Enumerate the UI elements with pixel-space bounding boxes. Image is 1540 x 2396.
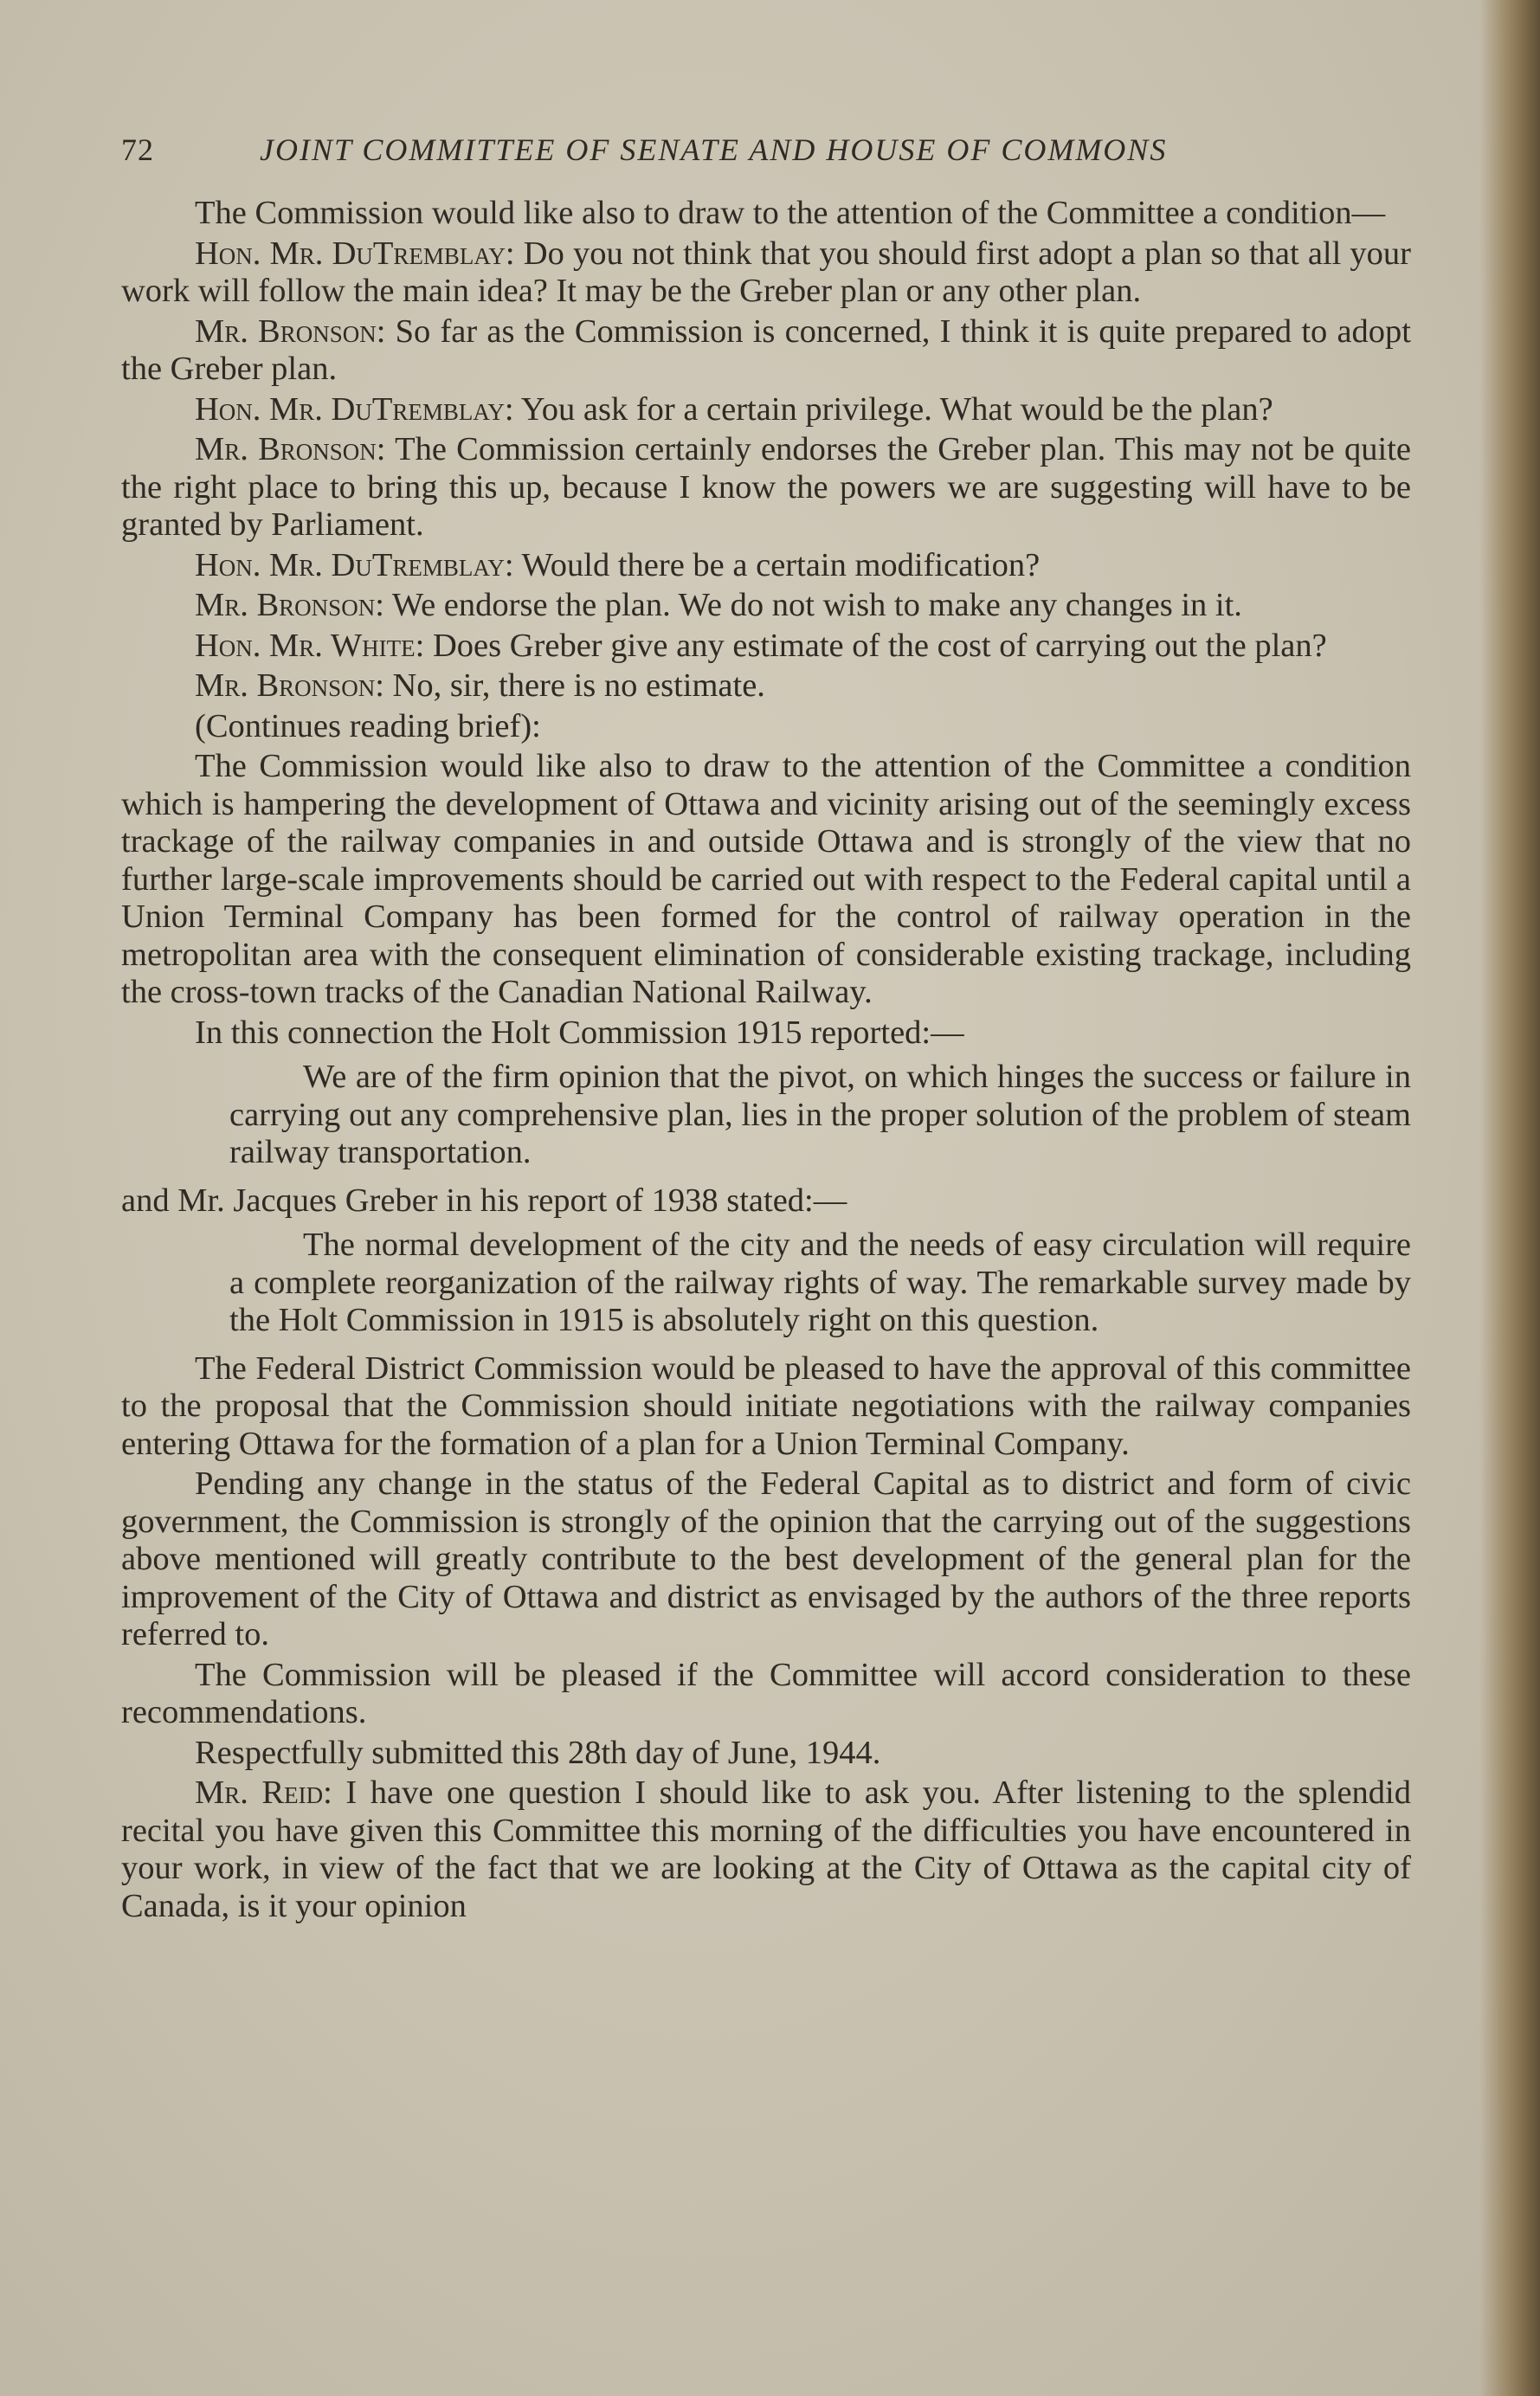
speech-text: No, sir, there is no estimate. <box>392 667 765 704</box>
paragraph-text: The Commission would like also to draw to the attention of the Committee a condition— <box>195 195 1386 231</box>
speaker-name: Mr. Bronson: <box>195 667 384 704</box>
speech-text: Would there be a certain modification? <box>521 546 1041 583</box>
paragraph <box>121 1182 1411 1221</box>
speaker-name: Hon. Mr. DuTremblay: <box>195 390 514 428</box>
speech-text: We endorse the plan. We do not wish to make any changes in it. <box>391 587 1242 623</box>
paragraph-text: The Commission would like also to draw to the attention of the Committee a condition which is hampering the development of Ottawa and vicinity arising out of the seemingly excess trackage of the railway companies in and outside Ottawa and is strongly of the view that no further large-scale improvements should be carried out with respect to the Federal capital until a Union Terminal Company has been formed for the control of railway operation in the metropolitan area with the consequent elimination of considerable existing trackage, including the cross-town tracks of the Canadian National Railway. <box>121 748 1411 1010</box>
paragraph <box>121 748 1411 1012</box>
block-quote <box>229 1227 1411 1340</box>
speech-text: You ask for a certain privilege. What would be the plan? <box>520 390 1273 428</box>
speaker-name: Mr. Bronson: <box>195 312 386 350</box>
paragraph-text: In this connection the Holt Commission 1915 reported:— <box>195 1014 964 1051</box>
quote-text: The normal development of the city and the needs of easy circulation will require a complete reorganization of the railway rights of way. The remarkable survey made by the Holt Commission in 1915 is absolutely right on this question. <box>229 1227 1411 1338</box>
paragraph-text: Pending any change in the status of the Federal Capital as to district and form of civic government, the Commission is strongly of the opinion that the carrying out of the suggestions above mentioned will greatly contribute to the best development of the general plan for the improvement of the City of Ottawa and district as envisaged by the authors of the three reports referred to. <box>121 1465 1411 1652</box>
paragraph-text: The Federal District Commission would be pleased to have the approval of this committee to the proposal that the Commission should initiate negotiations with the railway companies entering Ottawa for the formation of a plan for a Union Terminal Company. <box>121 1349 1411 1462</box>
testimony-paragraph <box>121 628 1411 666</box>
paragraph <box>121 1465 1411 1654</box>
running-title: JOINT COMMITTEE OF SENATE AND HOUSE OF COMMONS <box>260 132 1168 167</box>
paragraph <box>121 1657 1411 1732</box>
speaker-name: Hon. Mr. White: <box>195 627 425 664</box>
testimony-paragraph <box>121 547 1411 585</box>
paragraph <box>121 1735 1411 1773</box>
page-number: 72 <box>121 132 154 167</box>
page-binding-edge <box>1479 0 1540 2396</box>
paragraph <box>121 1014 1411 1053</box>
speaker-name: Hon. Mr. DuTremblay: <box>195 546 514 583</box>
paragraph-text: and Mr. Jacques Greber in his report of 1938 stated:— <box>121 1182 847 1219</box>
speech-text: I have one question I should like to ask you. After listening to the splendid recital you have given this Committee this morning of the difficulties you have encountered in your work, in view of the fact that we are looking at the City of Ottawa as the capital city of Canada, is it your opinion <box>121 1774 1411 1924</box>
testimony-paragraph <box>121 1774 1411 1925</box>
speaker-name: Mr. Reid: <box>195 1774 332 1811</box>
testimony-paragraph <box>121 313 1411 389</box>
testimony-paragraph <box>121 235 1411 311</box>
paragraph-text: (Continues reading brief): <box>195 707 541 744</box>
quote-text: We are of the firm opinion that the pivot, on which hinges the success or failure in carrying out any comprehensive plan, lies in the proper solution of the problem of steam railway transportation. <box>229 1059 1411 1170</box>
page-header <box>121 128 1411 171</box>
paragraph-text: The Commission will be pleased if the Committee will accord consideration to these recommendations. <box>121 1656 1411 1730</box>
paragraph <box>121 708 1411 746</box>
paragraph <box>121 1350 1411 1464</box>
paragraph <box>121 195 1411 233</box>
block-quote <box>229 1059 1411 1172</box>
speech-text: Do you not think that you should first adopt a plan so that all your work will follow the main idea? It may be the Greber plan or any other plan. <box>121 235 1412 309</box>
speaker-name: Mr. Bronson: <box>195 431 386 467</box>
speaker-name: Mr. Bronson: <box>195 587 384 623</box>
speech-text: The Commission certainly endorses the Greber plan. This may not be quite the right place to bring this up, because I know the powers we are suggesting will have to be granted by Parliament. <box>121 431 1411 543</box>
testimony-paragraph <box>121 391 1411 429</box>
paragraph-text: Respectfully submitted this 28th day of June, 1944. <box>195 1734 881 1771</box>
speaker-name: Hon. Mr. DuTremblay: <box>195 235 515 272</box>
testimony-paragraph <box>121 587 1411 625</box>
document-body <box>121 195 1411 1928</box>
speech-text: So far as the Commission is concerned, I think it is quite prepared to adopt the Greber plan. <box>121 312 1412 387</box>
testimony-paragraph <box>121 667 1411 705</box>
testimony-paragraph <box>121 431 1411 544</box>
speech-text: Does Greber give any estimate of the cost of carrying out the plan? <box>432 627 1327 664</box>
